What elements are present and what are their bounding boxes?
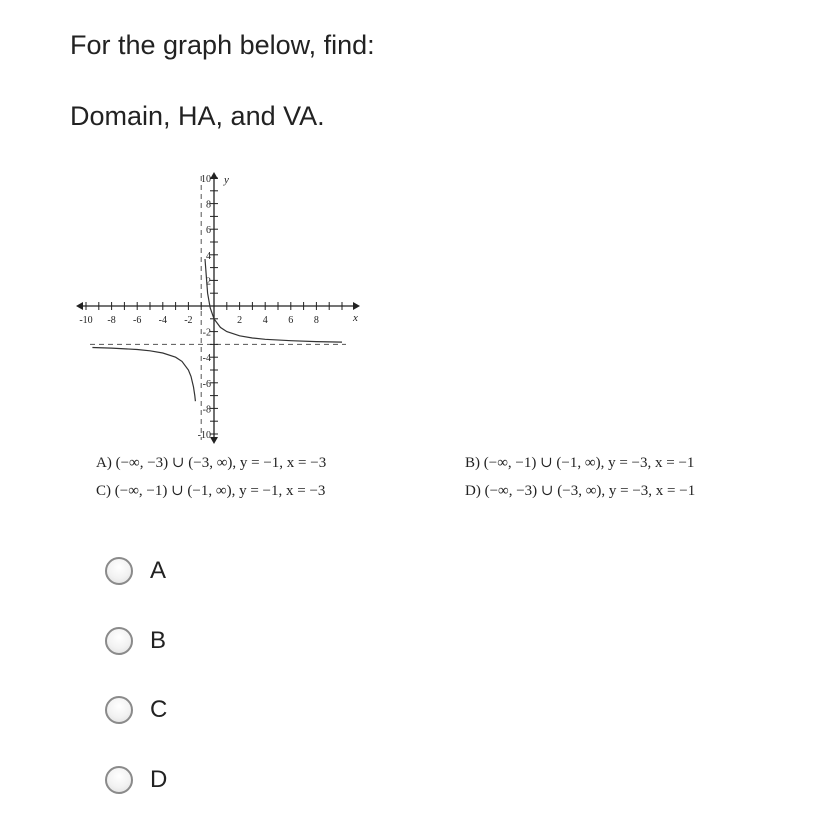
answer-choice-c-text: C) (−∞, −1) ∪ (−1, ∞), y = −1, x = −3 bbox=[96, 483, 326, 499]
option-c-label: C bbox=[150, 696, 168, 723]
y-tick-label: -4 bbox=[202, 353, 211, 365]
y-axis-arrow-up bbox=[210, 172, 218, 179]
x-axis-arrow-right bbox=[353, 302, 360, 310]
option-b-label: B bbox=[150, 627, 167, 654]
x-tick-label: 6 bbox=[288, 315, 294, 326]
y-tick-label: -2 bbox=[202, 327, 211, 339]
x-tick-label: -10 bbox=[79, 315, 93, 326]
y-tick-label: -8 bbox=[202, 404, 211, 416]
option-b[interactable] bbox=[105, 624, 166, 658]
option-a-label: A bbox=[150, 557, 167, 584]
option-a[interactable] bbox=[105, 554, 166, 588]
x-tick-label: 8 bbox=[313, 315, 319, 326]
y-axis-arrow-down bbox=[210, 437, 218, 444]
answer-choice-b-text: B) (−∞, −1) ∪ (−1, ∞), y = −3, x = −1 bbox=[465, 455, 695, 471]
curve-branch-2 bbox=[202, 259, 342, 342]
question-line-1: For the graph below, find: bbox=[70, 30, 375, 60]
radio-button-c[interactable] bbox=[105, 696, 133, 724]
x-axis-arrow-left bbox=[76, 302, 83, 310]
option-d-label: D bbox=[150, 766, 168, 793]
radio-button-a[interactable] bbox=[105, 557, 133, 585]
x-axis-label: x bbox=[353, 312, 358, 324]
x-axis-tick-labels bbox=[79, 315, 319, 326]
answer-choice-a-text: A) (−∞, −3) ∪ (−3, ∞), y = −1, x = −3 bbox=[96, 455, 327, 471]
x-tick-label: -8 bbox=[107, 315, 116, 326]
question-line-2: Domain, HA, and VA. bbox=[70, 101, 325, 131]
y-tick-label: 10 bbox=[201, 174, 211, 185]
y-tick-label: 4 bbox=[206, 250, 211, 262]
radio-button-d[interactable] bbox=[105, 766, 133, 794]
y-tick-label: 6 bbox=[206, 225, 211, 237]
y-tick-label: -6 bbox=[202, 378, 211, 390]
y-tick-label: 8 bbox=[206, 199, 211, 211]
option-d[interactable] bbox=[105, 763, 167, 797]
y-axis-tick-labels bbox=[198, 174, 211, 441]
y-axis-label: y bbox=[224, 174, 229, 186]
x-tick-label: -6 bbox=[133, 315, 142, 326]
radio-button-b[interactable] bbox=[105, 627, 133, 655]
answer-choice-d-text: D) (−∞, −3) ∪ (−3, ∞), y = −3, x = −1 bbox=[465, 483, 696, 499]
x-tick-label: -4 bbox=[158, 315, 167, 326]
rational-function-graph bbox=[74, 168, 364, 448]
y-tick-label: 2 bbox=[206, 276, 211, 288]
y-tick-label: -10 bbox=[197, 430, 211, 441]
graph bbox=[74, 168, 364, 448]
x-tick-label: 2 bbox=[237, 315, 243, 326]
x-tick-label: 4 bbox=[262, 315, 268, 326]
option-c[interactable] bbox=[105, 693, 167, 727]
curve-branch-1 bbox=[92, 348, 195, 402]
x-tick-label: -2 bbox=[184, 315, 193, 326]
